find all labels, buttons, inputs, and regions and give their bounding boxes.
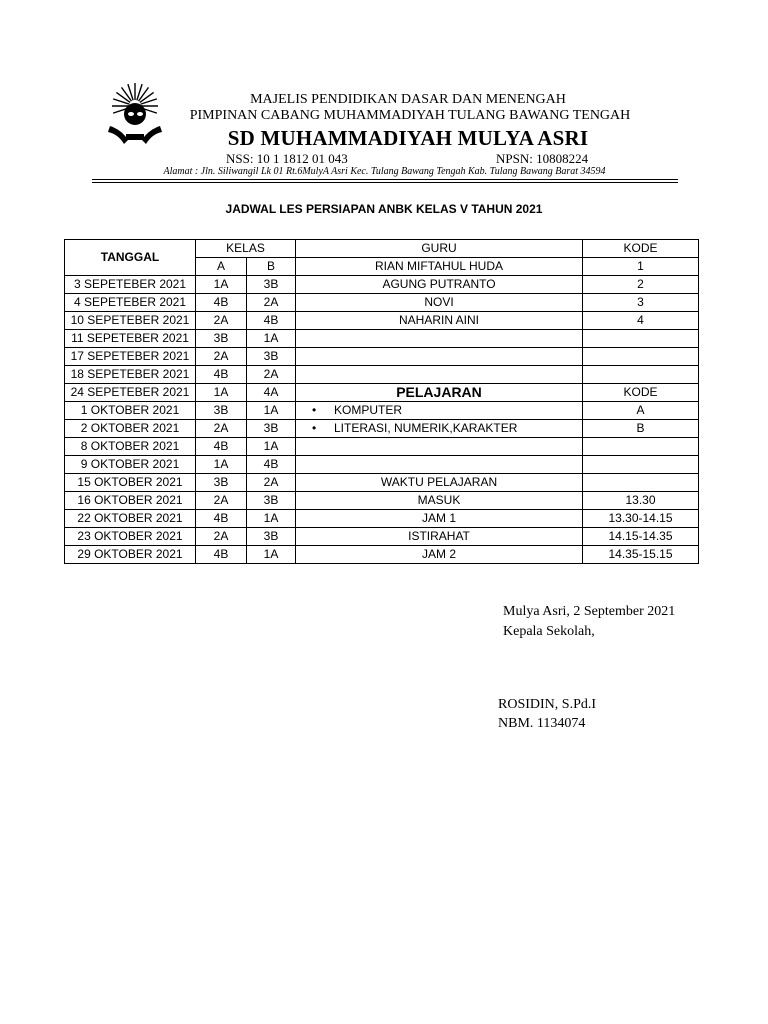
kelas-b-cell: 1A (247, 546, 296, 564)
guru-cell: WAKTU PELAJARAN (296, 474, 583, 492)
signature-nbm: NBM. 1134074 (498, 716, 586, 731)
kelas-b-cell: 2A (247, 474, 296, 492)
guru-cell: JAM 1 (296, 510, 583, 528)
kode-cell: 4 (583, 312, 699, 330)
date-cell: 24 SEPETEBER 2021 (65, 384, 196, 402)
date-cell: 11 SEPETEBER 2021 (65, 330, 196, 348)
kelas-b-cell: 1A (247, 438, 296, 456)
table-row (65, 348, 699, 366)
kode-cell (583, 366, 699, 384)
date-cell: 2 OKTOBER 2021 (65, 420, 196, 438)
table-row (65, 438, 699, 456)
date-cell: 3 SEPETEBER 2021 (65, 276, 196, 294)
kelas-b-cell: 4B (247, 312, 296, 330)
kelas-b-cell: 4A (247, 384, 296, 402)
kode-cell: KODE (583, 384, 699, 402)
signature-place-date: Mulya Asri, 2 September 2021 (503, 604, 676, 619)
header-line-1: MAJELIS PENDIDIKAN DASAR DAN MENENGAH (250, 92, 566, 107)
table-row (65, 420, 699, 438)
header-kode: KODE (583, 240, 699, 258)
table-row (65, 312, 699, 330)
date-cell: 10 SEPETEBER 2021 (65, 312, 196, 330)
kelas-a-cell: 1A (196, 456, 247, 474)
kelas-a-cell: 1A (196, 384, 247, 402)
kode-cell (583, 348, 699, 366)
kelas-a-cell: 2A (196, 528, 247, 546)
table-row (65, 384, 699, 402)
kode-cell: 1 (583, 258, 699, 276)
header-kelas-b: B (247, 258, 296, 276)
table-row (65, 330, 699, 348)
guru-cell: PELAJARAN (296, 384, 583, 402)
guru-cell (296, 456, 583, 474)
guru-cell: • KOMPUTER (296, 402, 583, 420)
kode-cell: 2 (583, 276, 699, 294)
kelas-a-cell: 4B (196, 438, 247, 456)
kode-cell (583, 474, 699, 492)
kode-cell (583, 456, 699, 474)
kelas-b-cell: 3B (247, 420, 296, 438)
npsn-number: NPSN: 10808224 (496, 151, 589, 166)
guru-cell: • LITERASI, NUMERIK,KARAKTER (296, 420, 583, 438)
date-cell: 22 OKTOBER 2021 (65, 510, 196, 528)
table-row (65, 366, 699, 384)
kelas-b-cell: 3B (247, 276, 296, 294)
kelas-b-cell: 3B (247, 492, 296, 510)
header-tanggal: TANGGAL (65, 240, 196, 276)
header-divider (92, 179, 678, 180)
kelas-b-cell: 4B (247, 456, 296, 474)
table-row (65, 276, 699, 294)
guru-cell: MASUK (296, 492, 583, 510)
schedule-table (64, 239, 699, 564)
kelas-a-cell: 2A (196, 420, 247, 438)
table-row (65, 510, 699, 528)
kelas-a-cell: 4B (196, 510, 247, 528)
kode-cell: 13.30-14.15 (583, 510, 699, 528)
signature-name: ROSIDIN, S.Pd.I (498, 697, 597, 712)
kelas-a-cell: 4B (196, 546, 247, 564)
date-cell: 8 OKTOBER 2021 (65, 438, 196, 456)
kode-cell: B (583, 420, 699, 438)
header-guru: GURU (296, 240, 583, 258)
school-name: SD MUHAMMADIYAH MULYA ASRI (227, 126, 589, 150)
date-cell: 16 OKTOBER 2021 (65, 492, 196, 510)
kelas-b-cell: 1A (247, 330, 296, 348)
header-divider-thin (92, 182, 678, 183)
date-cell: 15 OKTOBER 2021 (65, 474, 196, 492)
header-kelas: KELAS (196, 240, 296, 258)
header-kelas-a: A (196, 258, 247, 276)
kode-cell: 14.35-15.15 (583, 546, 699, 564)
kode-cell: A (583, 402, 699, 420)
kode-cell: 14.15-14.35 (583, 528, 699, 546)
guru-cell: RIAN MIFTAHUL HUDA (296, 258, 583, 276)
guru-cell (296, 348, 583, 366)
date-cell: 9 OKTOBER 2021 (65, 456, 196, 474)
header-line-2: PIMPINAN CABANG MUHAMMADIYAH TULANG BAWANG TENGAH (189, 108, 631, 123)
kelas-b-cell: 2A (247, 366, 296, 384)
kode-cell (583, 330, 699, 348)
guru-cell: AGUNG PUTRANTO (296, 276, 583, 294)
document-title: JADWAL LES PERSIAPAN ANBK KELAS V TAHUN 2021 (225, 202, 543, 216)
table-header-row (65, 240, 699, 258)
kelas-b-cell: 1A (247, 402, 296, 420)
table-row (65, 456, 699, 474)
guru-cell (296, 330, 583, 348)
date-cell: 17 SEPETEBER 2021 (65, 348, 196, 366)
kelas-b-cell: 2A (247, 294, 296, 312)
table-row (65, 474, 699, 492)
date-cell: 4 SEPETEBER 2021 (65, 294, 196, 312)
kelas-b-cell: 3B (247, 348, 296, 366)
kode-cell: 13.30 (583, 492, 699, 510)
kelas-a-cell: 4B (196, 294, 247, 312)
table-row (65, 402, 699, 420)
signature-role: Kepala Sekolah, (503, 624, 595, 639)
kelas-a-cell: 2A (196, 492, 247, 510)
guru-cell (296, 438, 583, 456)
date-cell: 1 OKTOBER 2021 (65, 402, 196, 420)
table-row (65, 528, 699, 546)
kelas-a-cell: 2A (196, 312, 247, 330)
kelas-a-cell: 3B (196, 474, 247, 492)
kelas-a-cell: 3B (196, 402, 247, 420)
kelas-a-cell: 4B (196, 366, 247, 384)
school-address: Alamat : Jln. Siliwangil Lk 01 Rt.6MulyA Asri Kec. Tulang Bawang Tengah Kab. Tulang Bawang Barat 34594 (163, 166, 606, 177)
date-cell: 23 OKTOBER 2021 (65, 528, 196, 546)
kelas-b-cell: 1A (247, 510, 296, 528)
kelas-a-cell: 2A (196, 348, 247, 366)
table-row (65, 294, 699, 312)
date-cell: 29 OKTOBER 2021 (65, 546, 196, 564)
guru-cell: JAM 2 (296, 546, 583, 564)
date-cell: 18 SEPETEBER 2021 (65, 366, 196, 384)
guru-cell: NOVI (296, 294, 583, 312)
kode-cell (583, 438, 699, 456)
guru-cell (296, 366, 583, 384)
kelas-b-cell: 3B (247, 528, 296, 546)
nss-number: NSS: 10 1 1812 01 043 (226, 151, 348, 166)
table-row (65, 546, 699, 564)
kode-cell: 3 (583, 294, 699, 312)
guru-cell: ISTIRAHAT (296, 528, 583, 546)
guru-cell: NAHARIN AINI (296, 312, 583, 330)
kelas-a-cell: 3B (196, 330, 247, 348)
table-row (65, 492, 699, 510)
kelas-a-cell: 1A (196, 276, 247, 294)
